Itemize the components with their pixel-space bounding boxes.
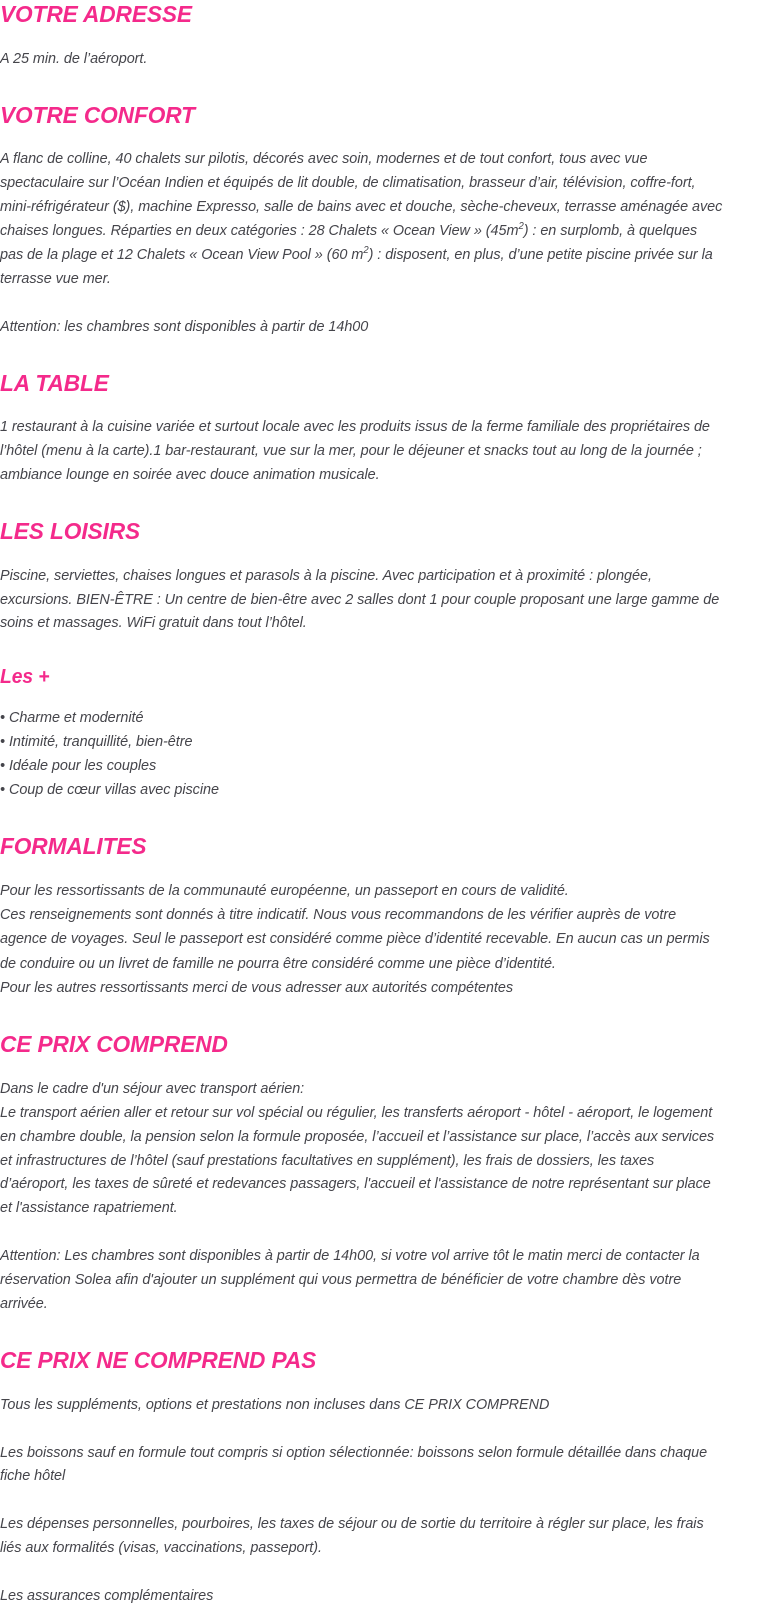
section-heading-votre-confort: VOTRE CONFORT — [0, 101, 195, 128]
paragraph-non-compris-boissons: Les boissons sauf en formule tout compris si option sélectionnée: boissons selon formule détaillée dans chaque fiche hôtel — [0, 1443, 708, 1485]
list-item: • Intimité, tranquillité, bien-être — [0, 733, 193, 751]
section-ce-prix-comprend — [0, 1032, 758, 1316]
paragraph-formalites-passeport: Pour les ressortissants de la communauté européenne, un passeport en cours de validité. — [0, 881, 569, 899]
section-heading-les-plus: Les + — [0, 666, 50, 689]
list-item: • Idéale pour les couples — [0, 757, 157, 775]
paragraph-non-compris-depenses: Les dépenses personnelles, pourboires, les taxes de séjour ou de sortie du territoire à régler sur place, les frais liés aux formalités (visas, vaccinations, passeport). — [0, 1515, 704, 1557]
section-heading-la-table: LA TABLE — [0, 369, 109, 396]
list-item: • Charme et modernité — [0, 709, 144, 727]
section-heading-votre-adresse: VOTRE ADRESSE — [0, 1, 192, 27]
section-formalites — [0, 834, 758, 1000]
paragraph-adresse: A 25 min. de l’aéroport. — [0, 49, 148, 67]
section-les-loisirs — [0, 519, 758, 635]
section-heading-les-loisirs: LES LOISIRS — [0, 517, 141, 544]
superscript-squared: 2 — [518, 220, 524, 232]
paragraph-formalites-autres: Pour les autres ressortissants merci de vous adresser aux autorités compétentes — [0, 978, 513, 996]
section-la-table — [0, 371, 758, 487]
paragraph-confort-attention: Attention: les chambres sont disponibles à partir de 14h00 — [0, 317, 369, 335]
paragraph-table-description: 1 restaurant à la cuisine variée et surtout locale avec les produits issus de la ferme familiale des propriétaires de l’hôtel (menu à la carte).1 bar-restaurant, vue sur la mer, pour le déjeuner et snacks tout au long de la journée ; ambiance lounge en soirée avec douce animation musicale. — [0, 418, 710, 484]
paragraph-non-compris-assurances: Les assurances complémentaires — [0, 1587, 214, 1605]
paragraph-comprend-intro: Dans le cadre d'un séjour avec transport aérien: — [0, 1079, 305, 1097]
paragraph-formalites-renseignements: Ces renseignements sont donnés à titre indicatif. Nous vous recommandons de les vérifier auprès de votre agence de voyages. Seul le passeport est considéré comme pièce d’identité recevable. En aucun cas un permis de conduire ou un livret de famille ne pourra être considéré comme une pièce d’identité. — [0, 905, 710, 972]
paragraph-non-compris-supplements: Tous les suppléments, options et prestations non incluses dans CE PRIX COMPREND — [0, 1395, 550, 1413]
section-heading-ce-prix-comprend: CE PRIX COMPREND — [0, 1031, 228, 1058]
plus-list — [0, 706, 758, 802]
section-ce-prix-ne-comprend-pas — [0, 1348, 758, 1608]
paragraph-confort-description: A flanc de colline, 40 chalets sur pilotis, décorés avec soin, modernes et de tout confort, tous avec vue spectaculaire sur l’Océan Indien et équipés de lit double, de climatisation, brasseur d’air, télévision, coffre-fort, mini-réfrigérateur ($), machine Expresso, salle de bains avec et douche, sèche-cheveux, terrasse aménagée avec chaises longues. Réparties en deux catégories : 28 Chalets « Ocean View » $(45m^2)$ : en surplomb, à quelques pas de la plage et 12 Chalets « Ocean View Pool » (60 $m^2$) : disposent, en plus, d’une petite piscine privée sur la terrasse vue mer. — [0, 150, 723, 287]
paragraph-comprend-details: Le transport aérien aller et retour sur vol spécial ou régulier, les transferts aéroport - hôtel - aéroport, le logement en chambre double, la pension selon la formule proposée, l’accueil et l’assistance sur place, l’accès aux services et infrastructures de l’hôtel (sauf prestations facultatives en supplément), les frais de dossiers, les taxes d’aéroport, les taxes de sûreté et redevances passagers, l'accueil et l'assistance de notre représentant sur place et l'assistance rapatriement. — [0, 1103, 715, 1217]
superscript-squared: 2 — [363, 244, 369, 256]
section-les-plus — [0, 667, 758, 802]
section-votre-adresse — [0, 2, 758, 71]
section-heading-ce-prix-ne-comprend-pas: CE PRIX NE COMPREND PAS — [0, 1346, 317, 1373]
paragraph-comprend-attention: Attention: Les chambres sont disponibles à partir de 14h00, si votre vol arrive tôt le matin merci de contacter la réservation Solea afin d'ajouter un supplément qui vous permettra de bénéficier de votre chambre dès votre arrivée. — [0, 1247, 700, 1313]
section-votre-confort — [0, 103, 758, 339]
list-item: • Coup de cœur villas avec piscine — [0, 781, 219, 799]
section-heading-formalites: FORMALITES — [0, 833, 147, 859]
paragraph-loisirs-description: Piscine, serviettes, chaises longues et parasols à la piscine. Avec participation et à proximité : plongée, excursions. BIEN-ÊTRE : Un centre de bien-être avec 2 salles dont 1 pour couple proposant une large gamme de soins et massages. WiFi gratuit dans tout l’hôtel. — [0, 566, 720, 632]
